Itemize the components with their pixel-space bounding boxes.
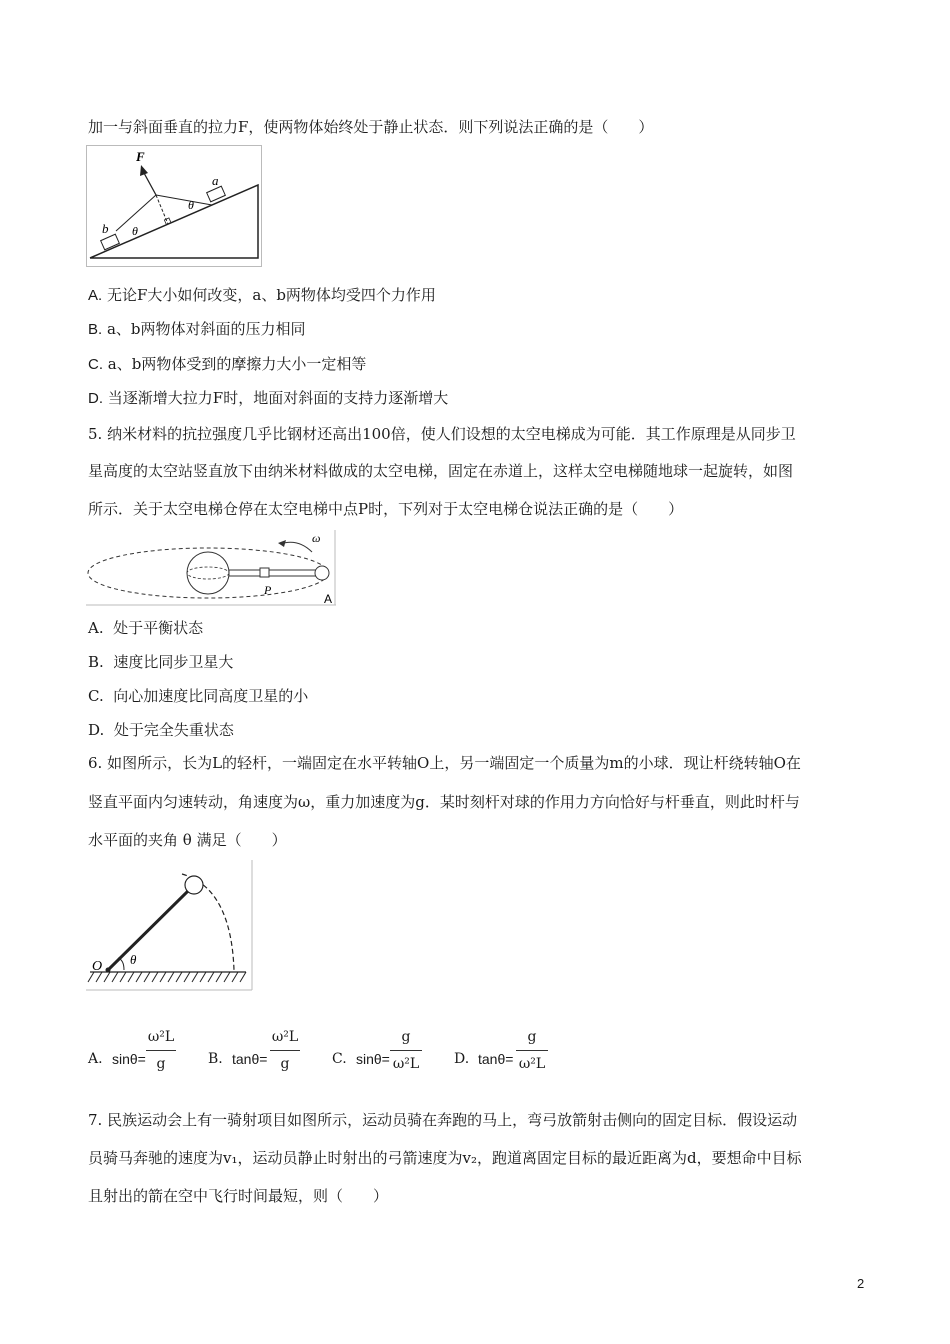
q5-line-1: 5. 纳米材料的抗拉强度几乎比钢材还高出100倍，使人们设想的太空电梯成为可能．其工作原理是从同步卫 (88, 425, 796, 443)
label-omega: ω (312, 531, 321, 545)
q7-line-1: 7. 民族运动会上有一骑射项目如图所示，运动员骑在奔跑的马上，弯弓放箭射击侧向的固定目标．假设运动 (88, 1111, 798, 1129)
q5-line-2: 星高度的太空站竖直放下由纳米材料做成的太空电梯，固定在赤道上，这样太空电梯随地球一起旋转，如图 (88, 462, 794, 480)
label-P: P (264, 583, 272, 597)
q6-line-3: 水平面的夹角 θ 满足（ ） (88, 831, 287, 849)
label-F: F (136, 149, 145, 164)
label-theta-right: θ (188, 198, 194, 212)
q5-option-a: A. 处于平衡状态 (88, 619, 204, 637)
space-elevator-figure (86, 530, 336, 608)
q5-line-3: 所示．关于太空电梯仓停在太空电梯中点P时，下列对于太空电梯仓说法正确的是（ ） (88, 500, 684, 518)
q6-options: A. sinθ= ω²L g B. tanθ= ω²L g C. sinθ= g ω²L D. tanθ= g ω²L (88, 1020, 588, 1080)
q4-option-c: C. a、b两物体受到的摩擦力大小一定相等 (88, 355, 367, 373)
label-theta-left: θ (132, 224, 138, 238)
q7-line-3: 且射出的箭在空中飞行时间最短，则（ ） (88, 1187, 389, 1205)
page-number: 2 (857, 1276, 865, 1291)
q5-option-c: C. 向心加速度比同高度卫星的小 (88, 687, 309, 705)
q5-option-d: D. 处于完全失重状态 (88, 721, 234, 739)
rotating-rod-figure (86, 860, 254, 992)
q7-line-2: 员骑马奔驰的速度为v₁，运动员静止时射出的弓箭速度为v₂，跑道离固定目标的最近距离为d，要想命中目标 (88, 1149, 802, 1167)
label-b: b (102, 221, 109, 236)
q6-line-1: 6. 如图所示，长为L的轻杆，一端固定在水平转轴O上，另一端固定一个质量为m的小球．现让杆绕转轴O在 (88, 754, 801, 772)
label-theta: θ (130, 952, 137, 967)
q6-line-2: 竖直平面内匀速转动，角速度为ω，重力加速度为g．某时刻杆对球的作用力方向恰好与杆垂直，则此时杆与 (88, 793, 800, 811)
q4-option-d: D. 当逐渐增大拉力F时，地面对斜面的支持力逐渐增大 (88, 389, 449, 407)
q4-stem-tail: 加一与斜面垂直的拉力F，使两物体始终处于静止状态．则下列说法正确的是（ ） (88, 118, 654, 136)
incline-figure (86, 145, 262, 267)
label-a: a (212, 173, 219, 188)
label-A: A (324, 592, 333, 606)
label-O: O (92, 959, 103, 974)
q4-option-a: A. 无论F大小如何改变，a、b两物体均受四个力作用 (88, 286, 436, 304)
q5-option-b: B. 速度比同步卫星大 (88, 653, 234, 671)
q4-option-b: B. a、b两物体对斜面的压力相同 (88, 320, 306, 338)
